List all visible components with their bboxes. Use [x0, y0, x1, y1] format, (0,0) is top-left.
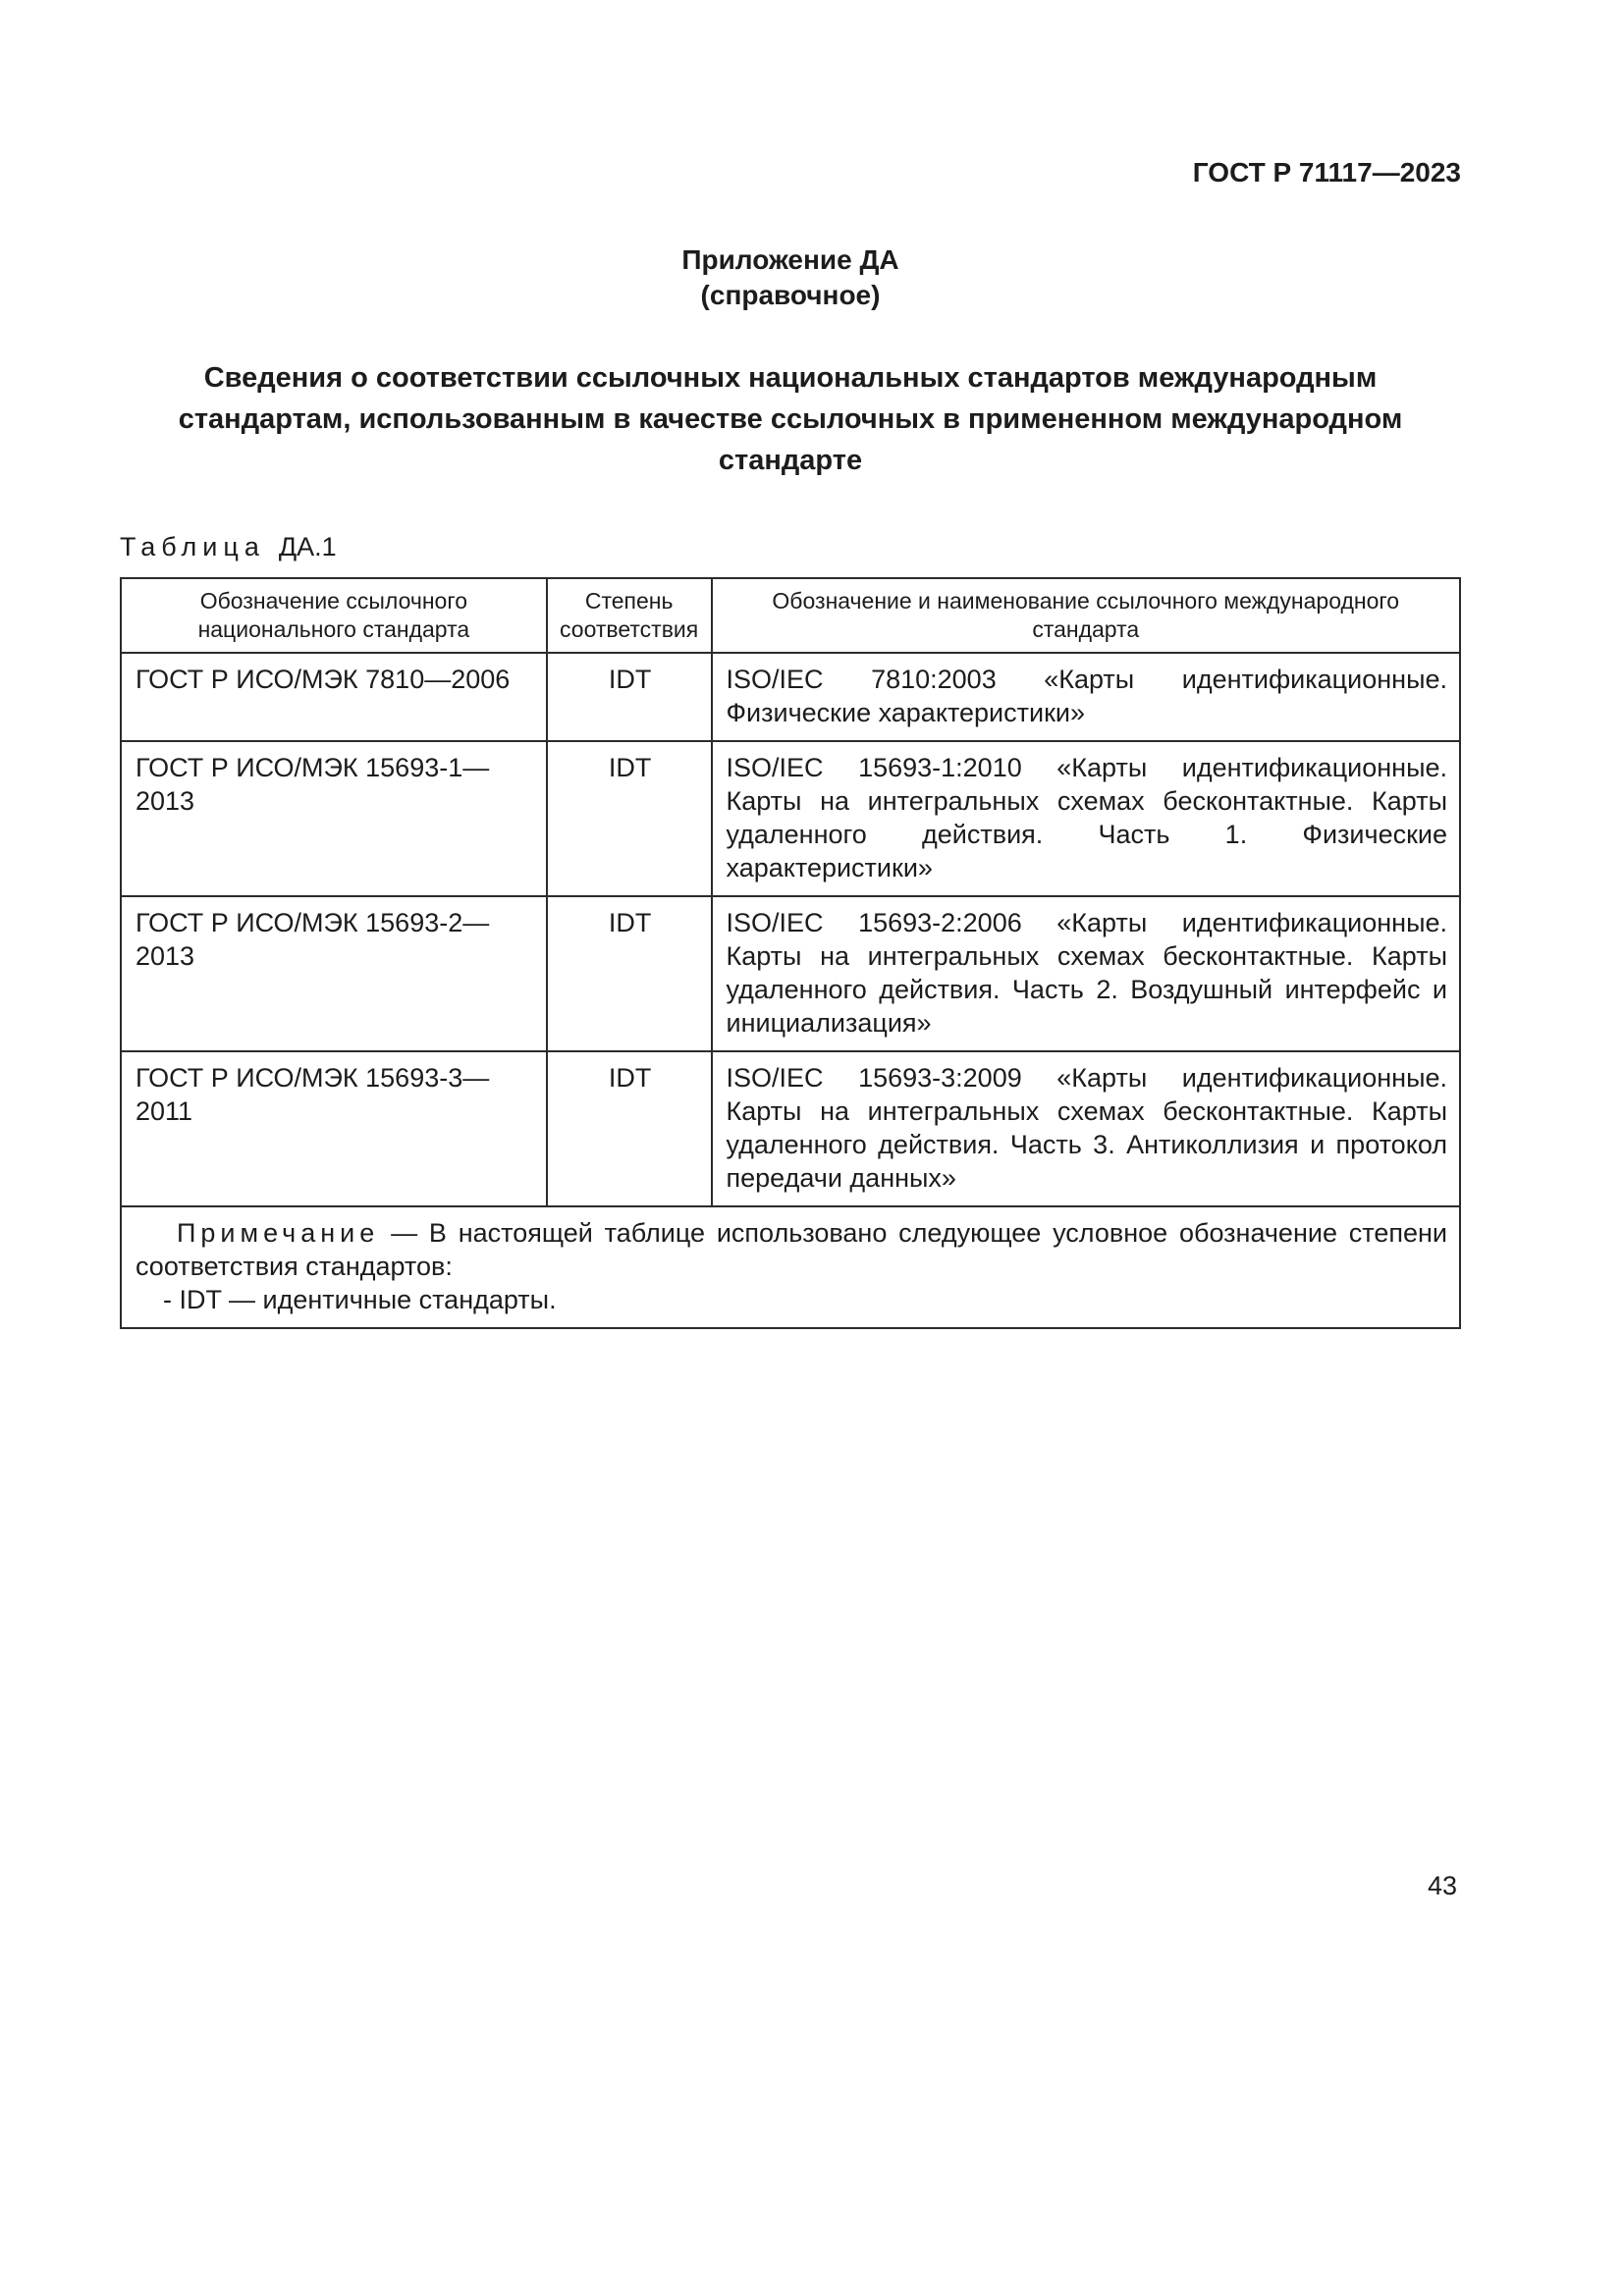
- document-header: [120, 157, 1461, 188]
- cell-international-standard: ISO/IEC 15693-3:2009 «Карты идентификационные. Карты на интегральных схемах бесконтактные. Карты удаленного действия. Часть 3. Антиколлизия и протокол передачи данных»: [712, 1051, 1460, 1206]
- appendix-title: Приложение ДА: [681, 244, 899, 275]
- note-label: Примечание: [177, 1218, 380, 1248]
- cell-degree: IDT: [547, 1051, 712, 1206]
- column-header-international: Обозначение и наименование ссылочного международного стандарта: [712, 578, 1460, 653]
- correspondence-table: [120, 577, 1461, 1329]
- cell-international-standard: ISO/IEC 15693-1:2010 «Карты идентификационные. Карты на интегральных схемах бесконтактные. Карты удаленного действия. Часть 1. Физические характеристики»: [712, 741, 1460, 896]
- cell-national-standard: ГОСТ Р ИСО/МЭК 15693-1—2013: [121, 741, 547, 896]
- cell-degree: IDT: [547, 896, 712, 1051]
- note-paragraph: [135, 1216, 1447, 1283]
- table-label-number: ДА.1: [278, 532, 337, 561]
- cell-international-standard: ISO/IEC 7810:2003 «Карты идентификационные. Физические характеристики»: [712, 653, 1460, 741]
- table-label-word: Таблица: [120, 532, 265, 561]
- cell-national-standard: ГОСТ Р ИСО/МЭК 15693-3—2011: [121, 1051, 547, 1206]
- appendix-subtitle: (справочное): [700, 280, 881, 310]
- table-row: [121, 1051, 1460, 1206]
- column-header-degree: Степень соответствия: [547, 578, 712, 653]
- section-heading: Сведения о соответствии ссылочных национальных стандартов международным стандартам, использованным в качестве ссылочных в примененном международном стандарте: [178, 362, 1403, 476]
- note-text: — В настоящей таблице использовано следующее условное обозначение степени соответствия стандартов:: [135, 1218, 1447, 1281]
- table-row: [121, 741, 1460, 896]
- table-note: [121, 1206, 1460, 1328]
- cell-degree: IDT: [547, 653, 712, 741]
- column-header-national: Обозначение ссылочного национального стандарта: [121, 578, 547, 653]
- cell-international-standard: ISO/IEC 15693-2:2006 «Карты идентификационные. Карты на интегральных схемах бесконтактные. Карты удаленного действия. Часть 2. Воздушный интерфейс и инициализация»: [712, 896, 1460, 1051]
- note-item: - IDT — идентичные стандарты.: [163, 1285, 557, 1314]
- cell-degree: IDT: [547, 741, 712, 896]
- table-row: [121, 896, 1460, 1051]
- cell-national-standard: ГОСТ Р ИСО/МЭК 7810—2006: [121, 653, 547, 741]
- page-number: 43: [1427, 1871, 1457, 1900]
- table-note-row: [121, 1206, 1460, 1328]
- table-header-row: [121, 578, 1460, 653]
- table-label: [120, 530, 1461, 563]
- cell-national-standard: ГОСТ Р ИСО/МЭК 15693-2—2013: [121, 896, 547, 1051]
- table-row: [121, 653, 1460, 741]
- standard-number: ГОСТ Р 71117—2023: [1192, 157, 1461, 187]
